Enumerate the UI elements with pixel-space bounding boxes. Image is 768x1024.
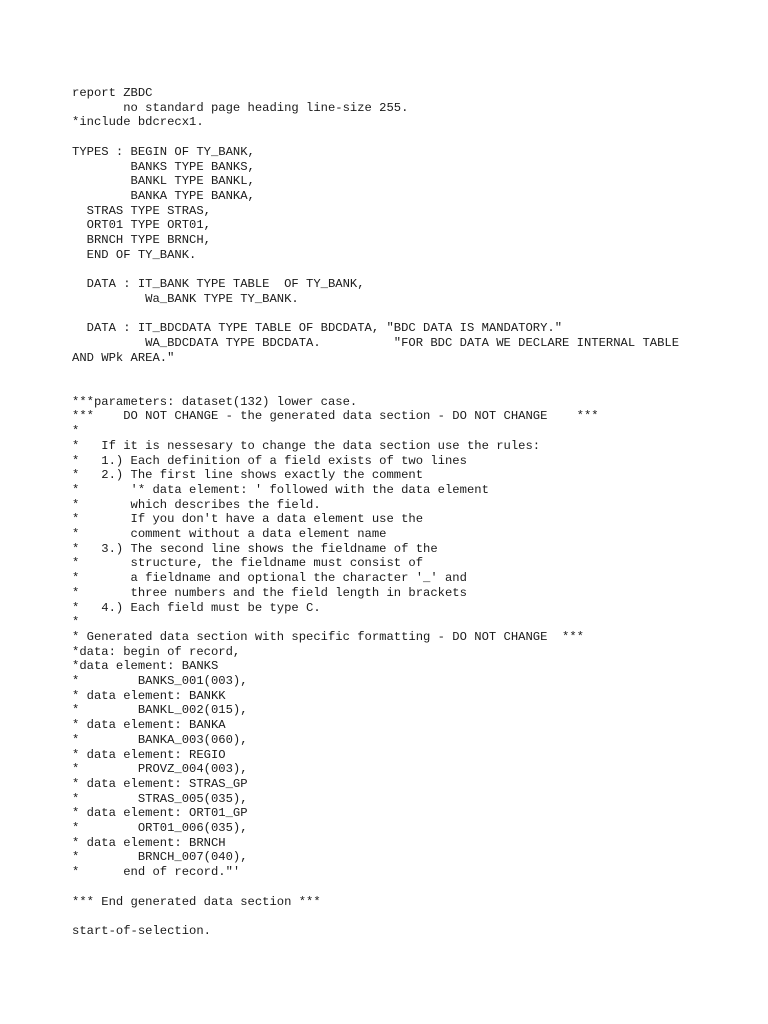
code-line: * end of record."' bbox=[72, 865, 241, 880]
code-line: DATA : IT_BANK TYPE TABLE OF TY_BANK, bbox=[72, 277, 365, 292]
code-line: * bbox=[72, 424, 80, 439]
code-line: * Generated data section with specific formatting - DO NOT CHANGE *** bbox=[72, 629, 584, 644]
code-line: * 1.) Each definition of a field exists of two lines bbox=[72, 453, 467, 468]
code-line: BANKA TYPE BANKA, bbox=[72, 188, 255, 203]
code-line: * ORT01_006(035), bbox=[72, 821, 248, 836]
code-line: BANKL TYPE BANKL, bbox=[72, 174, 255, 189]
code-line: * 2.) The first line shows exactly the comment bbox=[72, 468, 424, 483]
code-line: END OF TY_BANK. bbox=[72, 247, 197, 262]
code-line bbox=[72, 262, 752, 277]
code-line: * 4.) Each field must be type C. bbox=[72, 600, 321, 615]
code-line: * comment without a data element name bbox=[72, 527, 387, 542]
code-line: *** End generated data section *** bbox=[72, 894, 321, 909]
code-line: * BANKS_001(003), bbox=[72, 674, 248, 689]
code-line bbox=[72, 880, 752, 895]
code-line: no standard page heading line-size 255. bbox=[72, 100, 409, 115]
code-line: * 3.) The second line shows the fieldname of the bbox=[72, 541, 438, 556]
code-line: AND WPk AREA." bbox=[72, 350, 175, 365]
code-line: BANKS TYPE BANKS, bbox=[72, 159, 255, 174]
code-line: ***parameters: dataset(132) lower case. bbox=[72, 394, 358, 409]
code-line: WA_BDCDATA TYPE BDCDATA. "FOR BDC DATA WE DECLARE INTERNAL TABLE bbox=[72, 335, 680, 350]
code-line: report ZBDC bbox=[72, 86, 153, 100]
code-line: *data: begin of record, bbox=[72, 644, 241, 659]
code-line: * data element: STRAS_GP bbox=[72, 776, 248, 791]
code-line: * If you don't have a data element use the bbox=[72, 512, 424, 527]
code-line: TYPES : BEGIN OF TY_BANK, bbox=[72, 144, 255, 159]
code-line: * bbox=[72, 615, 80, 630]
code-line: BRNCH TYPE BRNCH, bbox=[72, 233, 211, 248]
code-line: * If it is nessesary to change the data section use the rules: bbox=[72, 438, 541, 453]
code-line: * STRAS_005(035), bbox=[72, 791, 248, 806]
code-line: * data element: BANKK bbox=[72, 688, 226, 703]
code-line: * a fieldname and optional the character '_' and bbox=[72, 571, 467, 586]
code-line bbox=[72, 307, 752, 322]
code-line: Wa_BANK TYPE TY_BANK. bbox=[72, 291, 299, 306]
code-line: ORT01 TYPE ORT01, bbox=[72, 218, 211, 233]
code-line: start-of-selection. bbox=[72, 923, 211, 938]
code-line bbox=[72, 909, 752, 924]
code-line: *data element: BANKS bbox=[72, 659, 219, 674]
code-line: * '* data element: ' followed with the data element bbox=[72, 482, 489, 497]
code-line: * structure, the fieldname must consist of bbox=[72, 556, 424, 571]
code-listing bbox=[72, 86, 752, 939]
code-line: DATA : IT_BDCDATA TYPE TABLE OF BDCDATA, "BDC DATA IS MANDATORY." bbox=[72, 321, 563, 336]
code-line: * BANKL_002(015), bbox=[72, 703, 248, 718]
code-line bbox=[72, 130, 752, 145]
code-line: *** DO NOT CHANGE - the generated data section - DO NOT CHANGE *** bbox=[72, 409, 599, 424]
code-line: STRAS TYPE STRAS, bbox=[72, 203, 211, 218]
code-line bbox=[72, 365, 752, 380]
code-line: * PROVZ_004(003), bbox=[72, 762, 248, 777]
code-line: * data element: BANKA bbox=[72, 718, 226, 733]
code-line: * which describes the field. bbox=[72, 497, 321, 512]
code-line: * three numbers and the field length in brackets bbox=[72, 585, 467, 600]
code-line bbox=[72, 380, 752, 395]
code-line: * BRNCH_007(040), bbox=[72, 850, 248, 865]
code-line: * BANKA_003(060), bbox=[72, 732, 248, 747]
code-line: * data element: REGIO bbox=[72, 747, 226, 762]
code-line: * data element: ORT01_GP bbox=[72, 806, 248, 821]
code-line: *include bdcrecx1. bbox=[72, 115, 204, 130]
code-line: * data element: BRNCH bbox=[72, 835, 226, 850]
